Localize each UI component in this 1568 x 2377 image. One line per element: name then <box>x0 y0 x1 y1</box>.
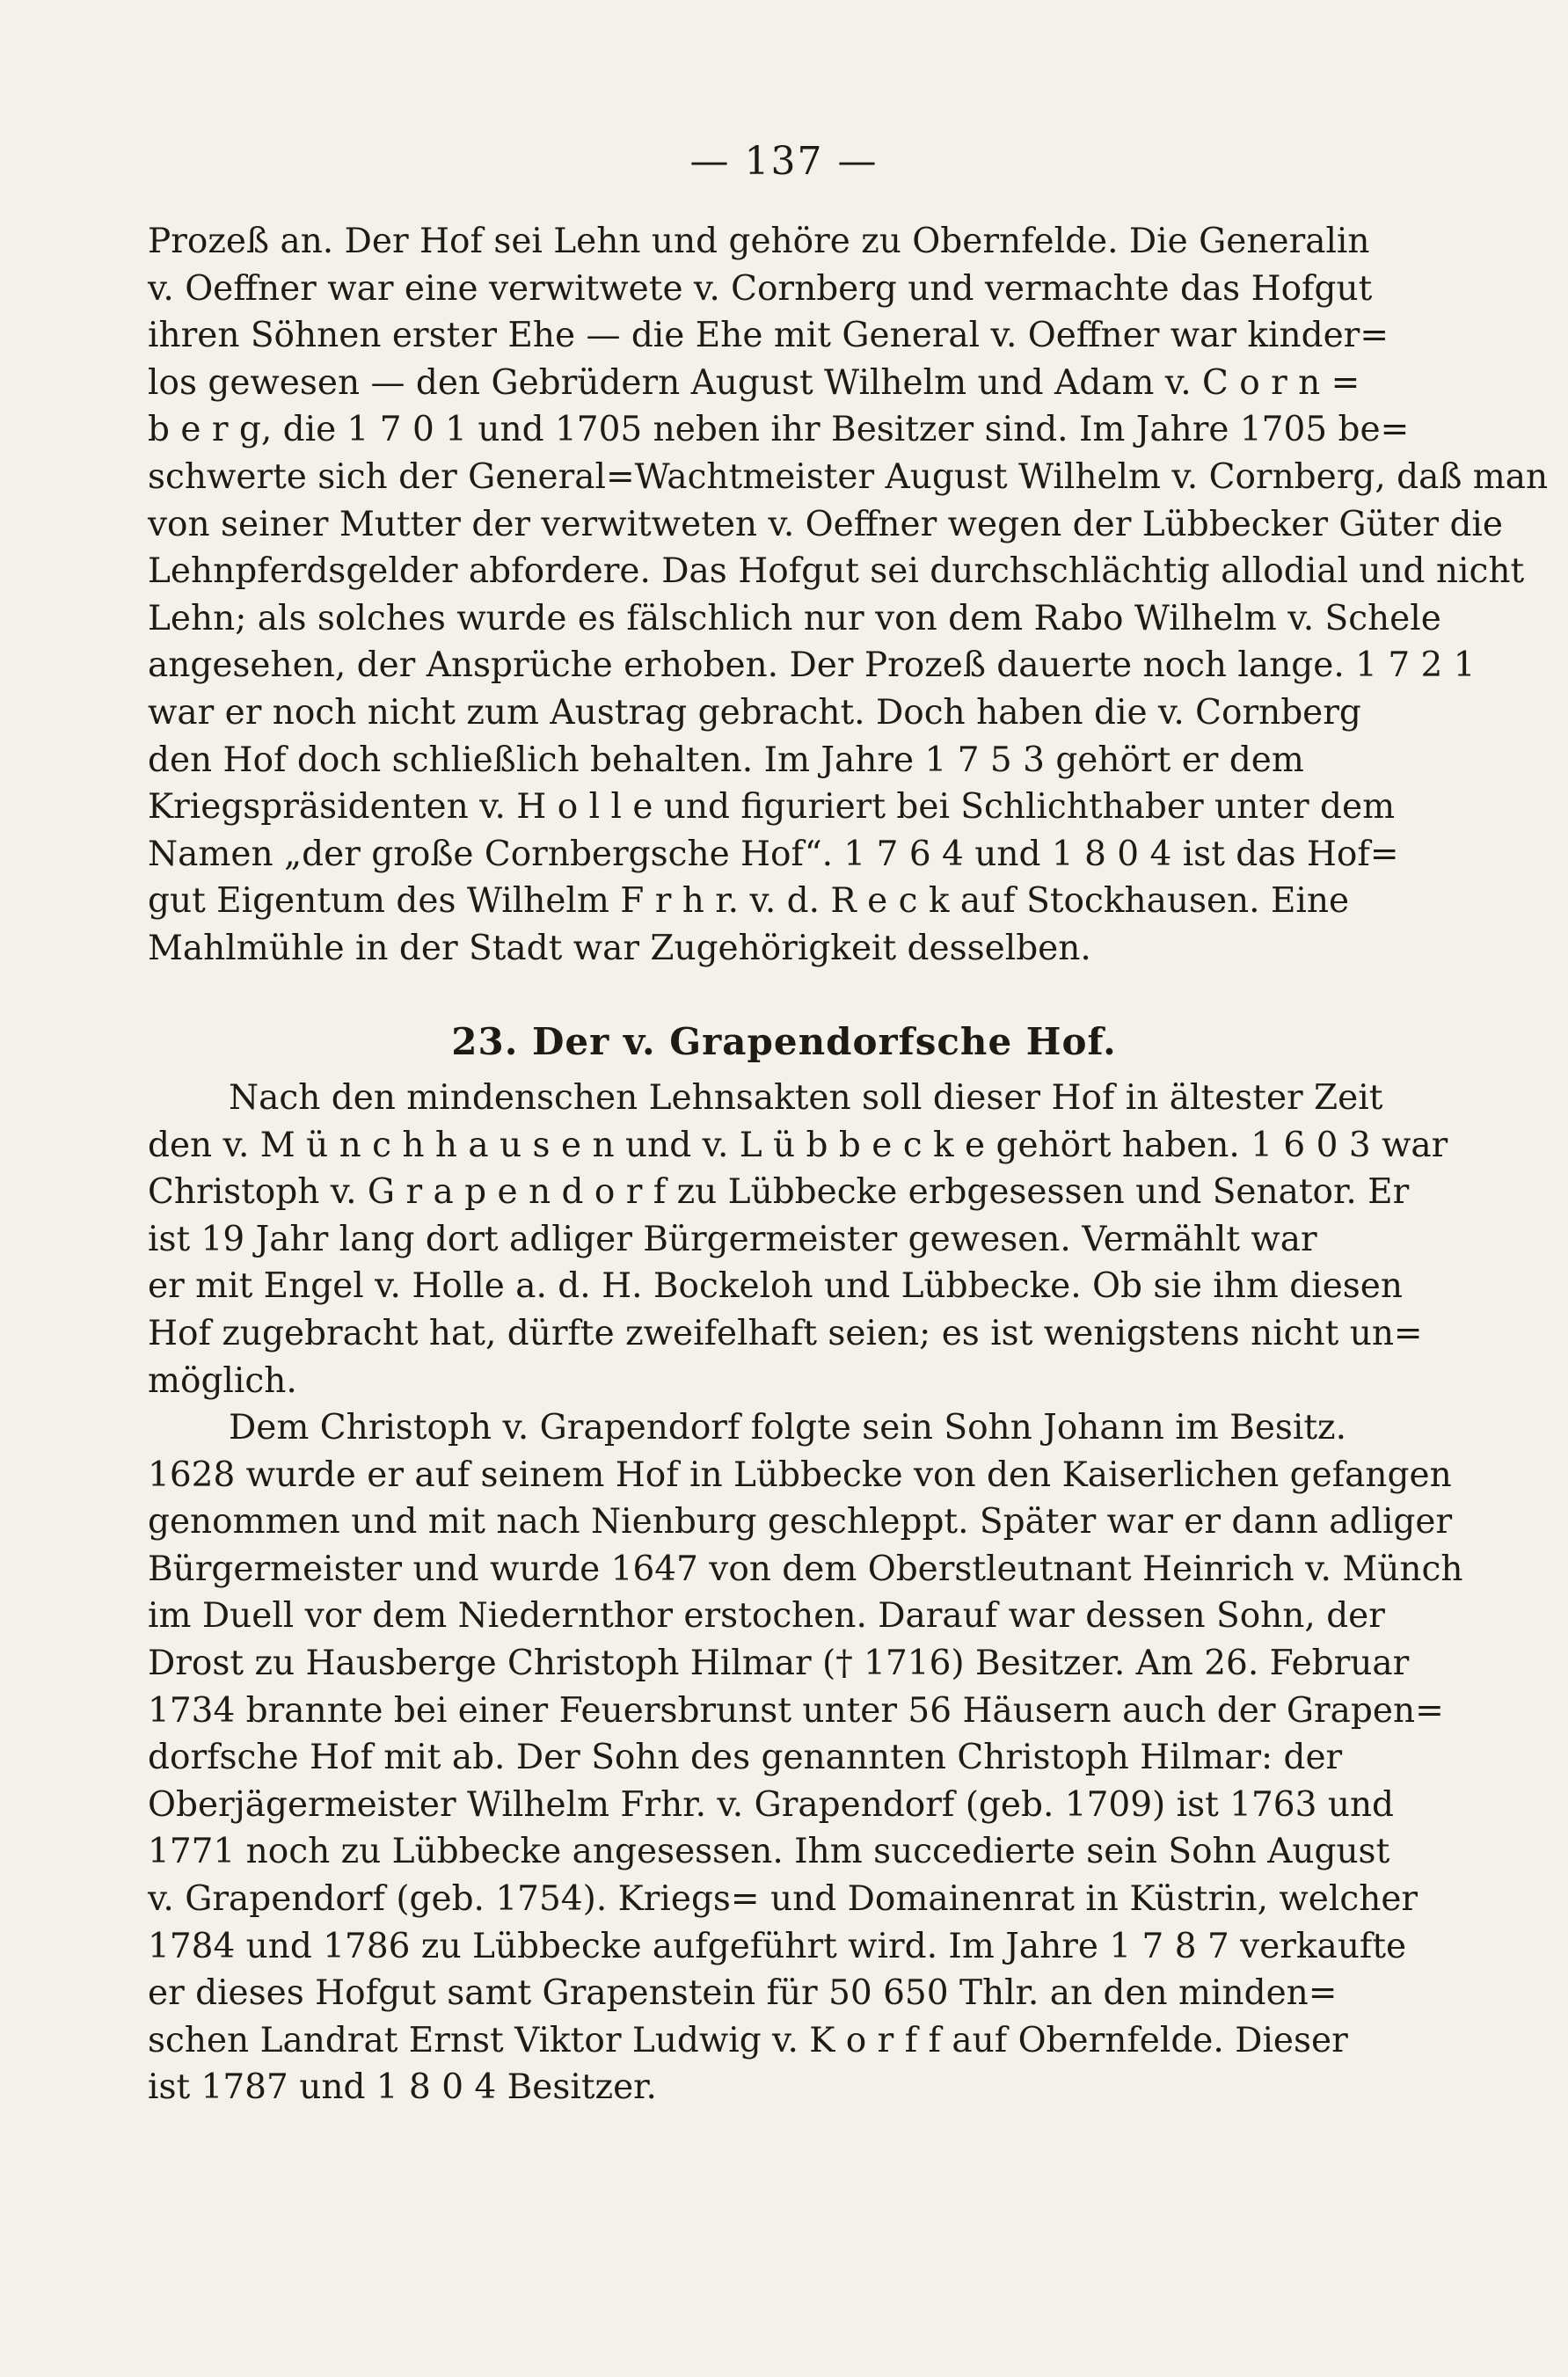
text-line: Dem Christoph v. Grapendorf folgte sein Sohn Johann im Besitz. <box>229 1408 1347 1447</box>
paragraph-2 <box>148 1075 1448 1404</box>
text-line: Lehnpferdsgelder abfordere. Das Hofgut sei durchschlächtig allodial und nicht <box>148 551 1525 592</box>
text-line: los gewesen — den Gebrüdern August Wilhelm und Adam v. C o r n = <box>148 362 1360 403</box>
text-line: Mahlmühle in der Stadt war Zugehörigkeit desselben. <box>148 928 1091 968</box>
text-line: ihren Söhnen erster Ehe — die Ehe mit General v. Oeffner war kinder= <box>148 316 1389 356</box>
text-line: er dieses Hofgut samt Grapenstein für 50 650 Thlr. an den minden= <box>148 1973 1338 2014</box>
section-heading: 23. Der v. Grapendorfsche Hof. <box>451 1020 1117 1063</box>
text-line: genommen und mit nach Nienburg geschleppt. Später war er dann adliger <box>148 1502 1453 1542</box>
text-line: angesehen, der Ansprüche erhoben. Der Prozeß dauerte noch lange. 1 7 2 1 <box>148 645 1476 686</box>
text-line: b e r g, die 1 7 0 1 und 1705 neben ihr Besitzer sind. Im Jahre 1705 be= <box>148 410 1410 450</box>
text-line: 1734 brannte bei einer Feuersbrunst unter 56 Häusern auch der Grapen= <box>148 1690 1444 1731</box>
text-line: Lehn; als solches wurde es fälschlich nur von dem Rabo Wilhelm v. Schele <box>148 598 1441 638</box>
text-line: war er noch nicht zum Austrag gebracht. Doch haben die v. Cornberg <box>148 692 1361 733</box>
text-line: Oberjägermeister Wilhelm Frhr. v. Grapendorf (geb. 1709) ist 1763 und <box>148 1784 1395 1825</box>
text-line: v. Oeffner war eine verwitwete v. Cornberg und vermachte das Hofgut <box>148 268 1373 309</box>
text-line: schen Landrat Ernst Viktor Ludwig v. K o r f f auf Obernfelde. Dieser <box>148 2020 1348 2060</box>
text-line: von seiner Mutter der verwitweten v. Oeffner wegen der Lübbecker Güter die <box>148 504 1503 544</box>
text-line: Drost zu Hausberge Christoph Hilmar († 1716) Besitzer. Am 26. Februar <box>148 1643 1410 1683</box>
text-line: ist 19 Jahr lang dort adliger Bürgermeister gewesen. Vermählt war <box>148 1219 1317 1259</box>
text-line: 1784 und 1786 zu Lübbecke aufgeführt wird. Im Jahre 1 7 8 7 verkaufte <box>148 1926 1407 1966</box>
text-line: gut Eigentum des Wilhelm F r h r. v. d. R e c k auf Stockhausen. Eine <box>148 881 1350 922</box>
text-line: Prozeß an. Der Hof sei Lehn und gehöre zu Obernfelde. Die Generalin <box>148 222 1370 261</box>
text-line: 1628 wurde er auf seinem Hof in Lübbecke von den Kaiserlichen gefangen <box>148 1455 1452 1495</box>
text-line: möglich. <box>148 1360 297 1401</box>
text-line: v. Grapendorf (geb. 1754). Kriegs= und Domainenrat in Küstrin, welcher <box>148 1878 1418 1919</box>
text-line: Hof zugebracht hat, dürfte zweifelhaft seien; es ist wenigstens nicht un= <box>148 1313 1423 1353</box>
text-line: Christoph v. G r a p e n d o r f zu Lübbecke erbgesessen und Senator. Er <box>148 1172 1410 1213</box>
text-line: schwerte sich der General=Wachtmeister August Wilhelm v. Cornberg, daß man <box>148 456 1549 497</box>
text-line: im Duell vor dem Niedernthor erstochen. Darauf war dessen Sohn, der <box>148 1596 1385 1637</box>
text-line: Kriegspräsidenten v. H o l l e und figuriert bei Schlichthaber unter dem <box>148 787 1396 828</box>
text-line: Nach den mindenschen Lehnsakten soll dieser Hof in ältester Zeit <box>229 1078 1383 1118</box>
page-number: — 137 — <box>689 139 879 184</box>
text-line: Namen „der große Cornbergsche Hof“. 1 7 6 4 und 1 8 0 4 ist das Hof= <box>148 834 1399 874</box>
text-line: den Hof doch schließlich behalten. Im Jahre 1 7 5 3 gehört er dem <box>148 740 1304 780</box>
text-line: dorfsche Hof mit ab. Der Sohn des genannten Christoph Hilmar: der <box>148 1738 1343 1778</box>
text-line: er mit Engel v. Holle a. d. H. Bockeloh und Lübbecke. Ob sie ihm diesen <box>148 1266 1404 1307</box>
paragraph-1 <box>148 218 1549 973</box>
text-line: Bürgermeister und wurde 1647 von dem Oberstleutnant Heinrich v. Münch <box>148 1549 1463 1589</box>
text-line: 1771 noch zu Lübbecke angesessen. Ihm succedierte sein Sohn August <box>148 1832 1390 1872</box>
paragraph-3 <box>148 1404 1463 2111</box>
text-line: den v. M ü n c h h a u s e n und v. L ü b b e c k e gehört haben. 1 6 0 3 war <box>148 1125 1448 1165</box>
text-line: ist 1787 und 1 8 0 4 Besitzer. <box>148 2067 657 2108</box>
